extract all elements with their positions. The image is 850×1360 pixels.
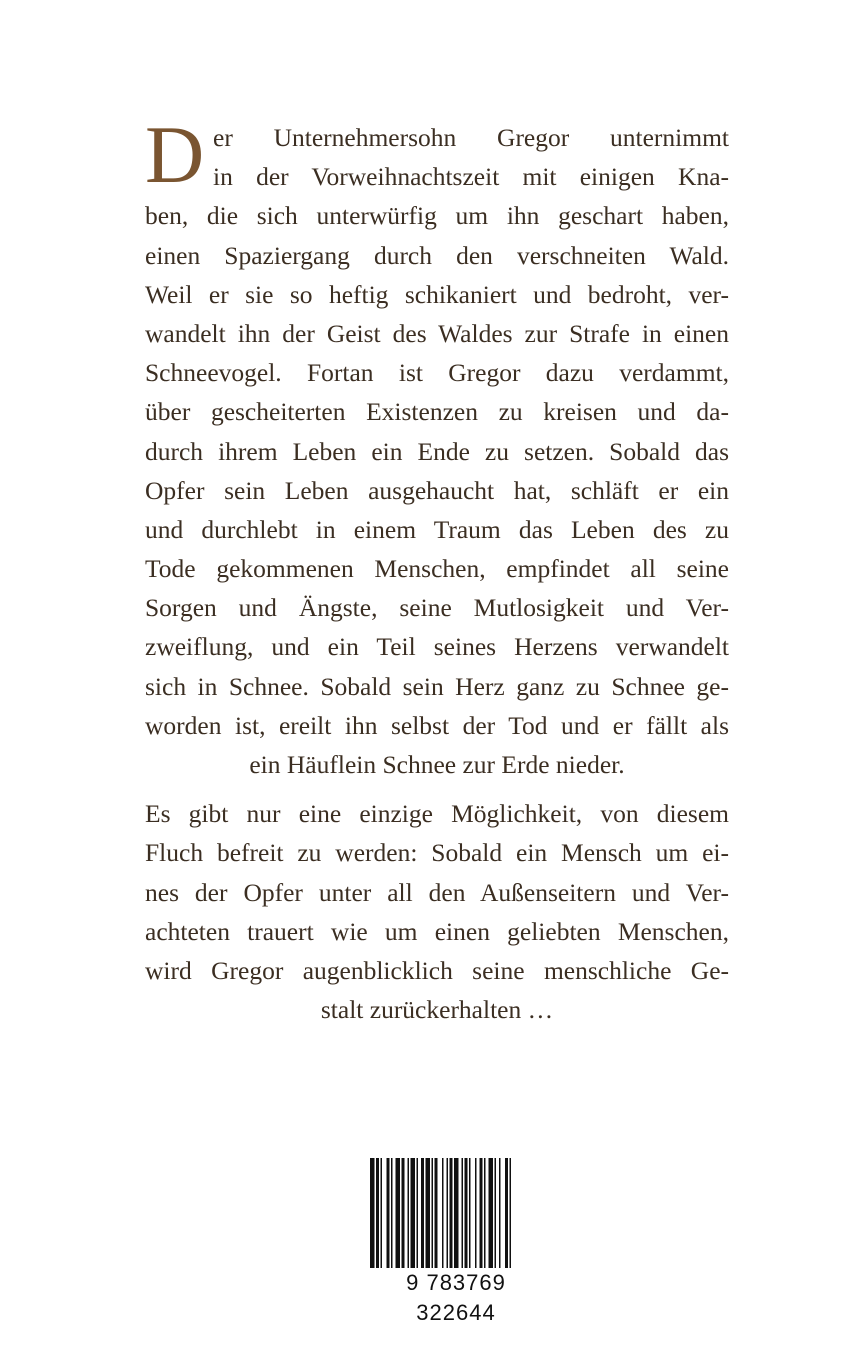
text-line: achteten trauert wie um einen geliebten Menschen, (145, 916, 729, 946)
text-line: nes der Opfer unter all den Außenseitern und Ver- (145, 877, 729, 907)
text-line: einen Spaziergang durch den verschneiten Wald. (145, 240, 729, 270)
barcode-bar (447, 1158, 449, 1270)
text-line: Weil er sie so heftig schikaniert und bedroht, ver- (145, 279, 729, 309)
text-line: wandelt ihn der Geist des Waldes zur Strafe in einen (145, 318, 729, 348)
text-line: über gescheiterten Existenzen zu kreisen und da- (145, 397, 729, 427)
barcode-bar (387, 1158, 390, 1270)
barcode-bar (469, 1158, 471, 1270)
blurb-paragraph-1 (145, 118, 729, 784)
barcode-bar (499, 1158, 501, 1270)
barcode-bar (450, 1158, 453, 1270)
barcode-bar (489, 1158, 494, 1270)
barcode-bar (484, 1158, 486, 1270)
barcode-bar (442, 1158, 444, 1270)
barcode-bar (510, 1158, 512, 1270)
text-line: durch ihrem Leben ein Ende zu setzen. Sobald das (145, 436, 729, 466)
barcode-bar (480, 1158, 483, 1270)
text-line: Tode gekommenen Menschen, empfindet all seine (145, 554, 729, 584)
text-line: sich in Schnee. Sobald sein Herz ganz zu Schnee ge- (145, 671, 729, 701)
barcode-bar (454, 1158, 459, 1270)
barcode-bar (411, 1158, 416, 1270)
barcode-bar (435, 1158, 438, 1270)
isbn-number: 9 783769 322644 (370, 1268, 542, 1298)
text-line: Es gibt nur eine einzige Möglichkeit, von diesem (145, 799, 729, 829)
text-line: er Unternehmersohn Gregor unternimmt (213, 123, 729, 152)
text-line: Schneevogel. Fortan ist Gregor dazu verdammt, (145, 358, 729, 388)
barcode-bar (391, 1158, 393, 1270)
barcode-bar (421, 1158, 424, 1270)
text-line: Fluch befreit zu werden: Sobald ein Mensch um ei- (145, 838, 729, 868)
drop-cap-letter: D (145, 109, 205, 200)
text-line: in der Vorweihnachtszeit mit einigen Kna- (213, 162, 729, 192)
barcode-bar (505, 1158, 508, 1270)
barcode-bar (462, 1158, 464, 1270)
text-line: ein Häuflein Schnee zur Erde nieder. (249, 750, 625, 779)
barcode-bar (432, 1158, 434, 1270)
back-cover-blurb (145, 118, 729, 1029)
text-line: Opfer sein Leben ausgehaucht hat, schläft er ein (145, 475, 729, 505)
isbn-barcode (370, 1158, 542, 1325)
barcode-bar (376, 1158, 379, 1270)
text-line: wird Gregor augenblicklich seine menschliche Ge- (145, 955, 729, 985)
barcode-bar (426, 1158, 431, 1270)
blurb-paragraph-2 (145, 794, 729, 1029)
text-line: ben, die sich unterwürfig um ihn geschart haben, (145, 201, 729, 231)
barcode-bar (417, 1158, 419, 1270)
text-line: zweiflung, und ein Teil seines Herzens verwandelt (145, 632, 729, 662)
barcode-bar (475, 1158, 477, 1270)
barcode-bar (381, 1158, 383, 1270)
barcode-bar (408, 1158, 410, 1270)
barcode-bar (495, 1158, 497, 1270)
barcode-bar (465, 1158, 468, 1270)
text-line: und durchlebt in einem Traum das Leben des zu (145, 514, 729, 544)
text-line: Sorgen und Ängste, seine Mutlosigkeit und Ver- (145, 593, 729, 623)
text-line: stalt zurückerhalten … (320, 995, 554, 1025)
barcode-bar (402, 1158, 405, 1270)
barcode-bar (396, 1158, 401, 1270)
barcode-bar (370, 1158, 375, 1270)
text-line: worden ist, ereilt ihn selbst der Tod und er fällt als (145, 710, 729, 740)
